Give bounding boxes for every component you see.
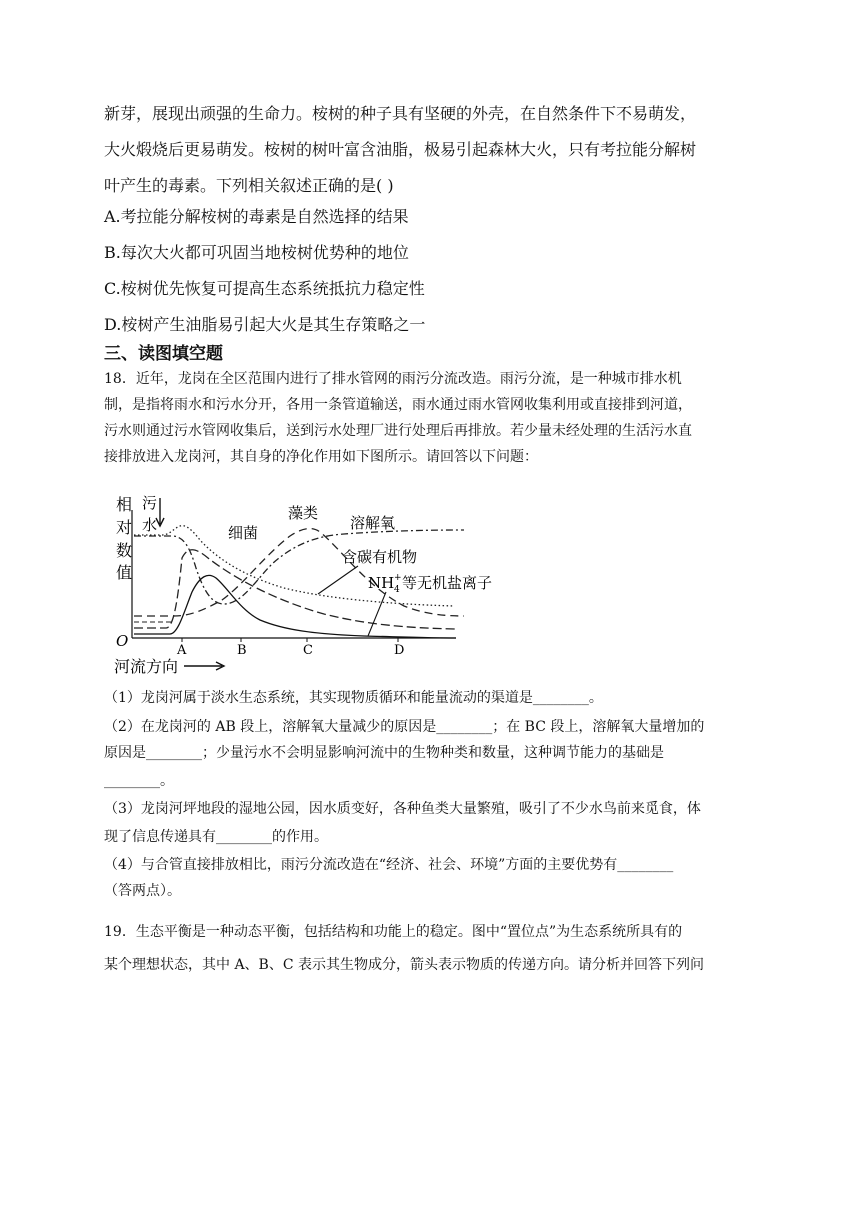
nh4-label-main: NH xyxy=(368,574,395,592)
q17-options xyxy=(104,199,754,343)
ylabel-char: 值 xyxy=(116,563,133,582)
x-tick-d: D xyxy=(394,643,405,658)
xlabel: 河流方向 xyxy=(114,657,179,674)
algae-label: 藻类 xyxy=(288,504,319,522)
q18-sub2-cont: 原因是________；少量污水不会明显影响河流中的生物种类和数量，这种调节能力的基础是 xyxy=(104,745,664,761)
x-tick-a: A xyxy=(177,643,187,658)
q18-sub2: （2）在龙岗河的 AB 段上，溶解氧大量减少的原因是________；在 BC 段上，溶解氧大量增加的 xyxy=(104,719,705,735)
nh4-label xyxy=(368,573,492,595)
organic-label: 含碳有机物 xyxy=(342,548,418,566)
ylabel-char: 相 xyxy=(116,495,133,514)
sewage-label: 水 xyxy=(142,516,158,534)
q17-option-a: A.考拉能分解桉树的毒素是自然选择的结果 xyxy=(104,207,409,226)
q18-questions xyxy=(104,683,754,904)
sewage-arrow-icon xyxy=(156,498,164,526)
q18-sub1: （1）龙岗河属于淡水生态系统，其实现物质循环和能量流动的渠道是________。 xyxy=(104,690,603,706)
q18-intro-line: 18．近年，龙岗在全区范围内进行了排水管网的雨污分流改造。雨污分流，是一种城市排水机 xyxy=(104,371,682,387)
sewage-label: 污 xyxy=(142,494,158,512)
q17-line: 新芽，展现出顽强的生命力。桉树的种子具有坚硬的外壳，在自然条件下不易萌发， xyxy=(104,104,697,123)
dissolved-oxygen-label: 溶解氧 xyxy=(350,514,396,532)
q18-intro-line: 制，是指将雨水和污水分开，各用一条管道输送，雨水通过雨水管网收集利用或直接排到河道， xyxy=(104,397,692,413)
q18-intro xyxy=(104,366,754,470)
q18-sub3-cont: 现了信息传递具有________的作用。 xyxy=(104,829,328,845)
q18-sub3: （3）龙岗河坪地段的湿地公园，因水质变好，各种鱼类大量繁殖，吸引了不少水鸟前来觅食，体 xyxy=(104,801,701,817)
nh4-label-sub: 4 xyxy=(394,585,400,595)
q18-sub4: （4）与合管直接排放相比，雨污分流改造在“经济、社会、环境”方面的主要优势有________ xyxy=(104,857,674,873)
organic-leader xyxy=(318,566,358,594)
q17-option-b: B.每次大火都可巩固当地桉树优势种的地位 xyxy=(104,243,409,262)
section-title: 三、读图填空题 xyxy=(104,344,223,364)
ylabel-char: 数 xyxy=(116,541,133,560)
purification-figure xyxy=(104,488,524,674)
river-direction-arrow-icon xyxy=(184,662,224,670)
q18-sub2-cont: ________。 xyxy=(104,773,174,789)
q17-line: 叶产生的毒素。下列相关叙述正确的是( ) xyxy=(104,176,394,195)
q17-line: 大火煅烧后更易萌发。桉树的树叶富含油脂，极易引起森林大火，只有考拉能分解树 xyxy=(104,140,697,159)
origin-label: O xyxy=(116,632,129,650)
q18-intro-line: 污水则通过污水管网收集后，送到污水处理厂进行处理后再排放。若少量未经处理的生活污水直 xyxy=(104,423,692,439)
nh4-label-rest: 等无机盐离子 xyxy=(402,574,493,592)
nh4-leader xyxy=(368,592,386,636)
q19-line: 19．生态平衡是一种动态平衡，包括结构和功能上的稳定。图中“置位点”为生态系统所具有的 xyxy=(104,924,683,940)
dissolved-oxygen-curve xyxy=(134,530,464,604)
q18-intro-line: 接排放进入龙岗河，其自身的净化作用如下图所示。请回答以下问题： xyxy=(104,449,538,465)
q19-stem xyxy=(104,916,754,982)
q19-line: 某个理想状态，其中 A、B、C 表示其生物成分，箭头表示物质的传递方向。请分析并回答下列问 xyxy=(104,957,705,973)
nh4-label-sup: + xyxy=(394,573,402,583)
x-tick-c: C xyxy=(303,643,313,658)
bacteria-label: 细菌 xyxy=(228,524,259,542)
ylabel-char: 对 xyxy=(116,518,133,537)
q18-sub4-cont: （答两点）。 xyxy=(104,883,181,899)
q17-option-c: C.桉树优先恢复可提高生态系统抵抗力稳定性 xyxy=(104,279,425,298)
x-tick-b: B xyxy=(237,643,247,658)
q17-option-d: D.桉树产生油脂易引起大火是其生存策略之一 xyxy=(104,315,426,334)
q17-stem xyxy=(104,96,754,204)
